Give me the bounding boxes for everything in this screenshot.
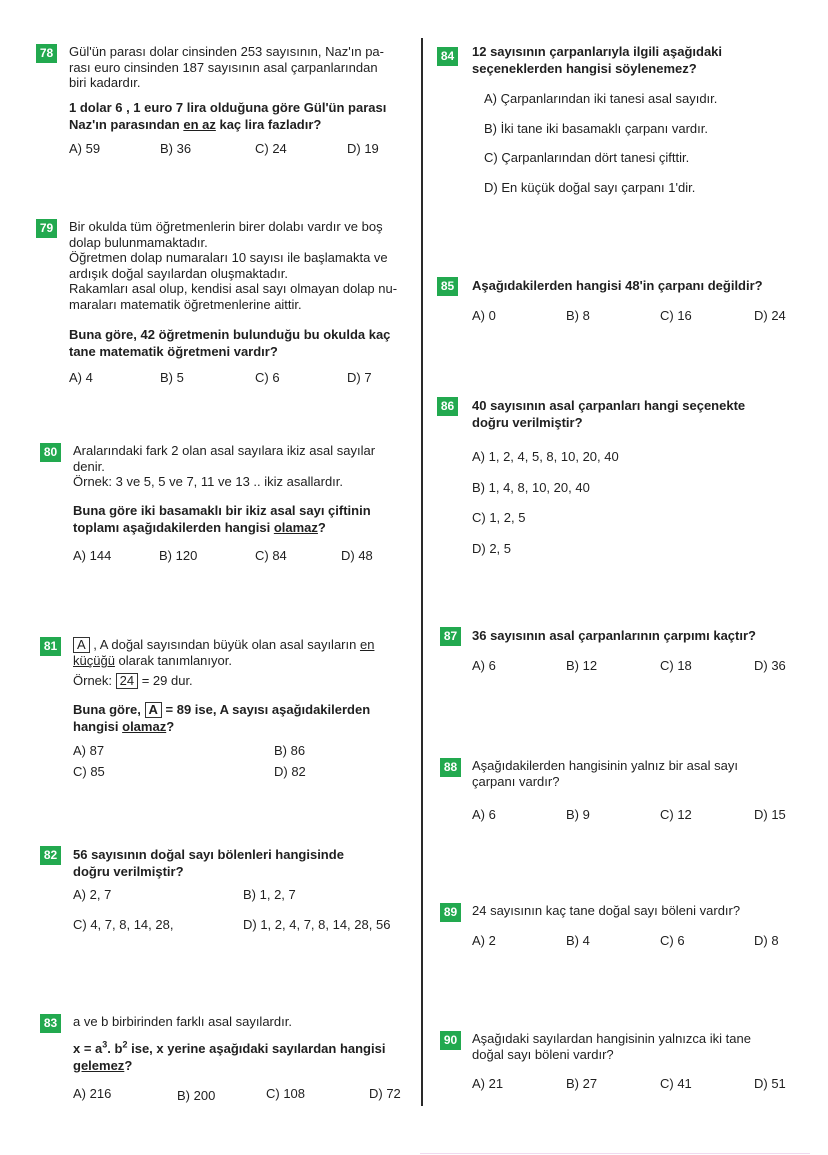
- option-a[interactable]: A) 21: [472, 1076, 504, 1091]
- question-stem: $x = a^3$. $b^2$ ise, x yerine aşağıdaki sayılardan hangisi gelemez?: [73, 1039, 386, 1073]
- question-text: Öğretmen dolap numaraları 10 sayısı ile başlamakta ve: [69, 250, 388, 265]
- question-number-badge: 79: [36, 219, 57, 238]
- option-c[interactable]: C) 6: [255, 370, 280, 385]
- option-c[interactable]: C) 12: [660, 807, 692, 822]
- option-b[interactable]: B) 200: [177, 1087, 216, 1103]
- question-number-badge: 81: [40, 637, 61, 656]
- answer-options: [472, 658, 807, 678]
- option-d[interactable]: D) 8: [754, 932, 779, 948]
- option-d[interactable]: D) 51: [754, 1076, 786, 1091]
- question-body: [472, 277, 807, 328]
- question-text: Örnek: 24 = 29 dur.: [73, 672, 193, 688]
- question-number-badge: 90: [440, 1031, 461, 1050]
- option-d[interactable]: D) 15: [754, 807, 786, 822]
- option-c[interactable]: C) 85: [73, 763, 105, 779]
- option-c[interactable]: C) 4, 7, 8, 14, 28,: [73, 917, 174, 932]
- option-d[interactable]: D) 2, 5: [472, 540, 512, 556]
- question-text: Aşağıdakilerden hangisinin yalnız bir asal sayı: [472, 758, 738, 773]
- answer-options: [472, 1076, 807, 1096]
- option-c[interactable]: C) 84: [255, 547, 287, 563]
- answer-options: [69, 370, 404, 390]
- option-a[interactable]: A) 0: [472, 308, 496, 323]
- option-d[interactable]: D) 36: [754, 658, 786, 673]
- question-body: [73, 846, 408, 937]
- option-a[interactable]: A) 216: [73, 1085, 112, 1101]
- question-body: [69, 219, 404, 390]
- answer-options: [472, 91, 807, 195]
- answer-options: [73, 1086, 408, 1106]
- question-number-badge: 83: [40, 1014, 61, 1033]
- question-number-badge: 82: [40, 846, 61, 865]
- option-a[interactable]: A) 59: [69, 140, 101, 156]
- question-number-badge: 89: [440, 903, 461, 922]
- option-a[interactable]: A) 4: [69, 370, 93, 385]
- option-a[interactable]: A) 2: [472, 932, 496, 948]
- option-b[interactable]: B) 5: [160, 370, 184, 385]
- answer-options: [73, 743, 408, 785]
- question-text: Aşağıdaki sayılardan hangisinin yalnızca iki tane: [472, 1031, 751, 1046]
- option-d[interactable]: D) 24: [754, 308, 786, 323]
- question-text: A , A doğal sayısından büyük olan asal sayıların en: [73, 637, 408, 653]
- question-body: [472, 397, 807, 570]
- question-text: rası euro cinsinden 187 sayısının asal çarpanlarından: [69, 59, 378, 75]
- question-number-badge: 86: [437, 397, 458, 416]
- question-body: [69, 44, 404, 161]
- question-stem: 1 dolar 6 , 1 euro 7 lira olduğuna göre Gül'ün parası Naz'ın parasından en az kaç lira fazladır?: [69, 99, 387, 132]
- option-b[interactable]: B) 8: [566, 308, 590, 323]
- answer-options: [472, 807, 807, 827]
- question-body: [472, 903, 807, 953]
- question-stem: Aşağıdakilerden hangisi 48'in çarpanı değildir?: [472, 278, 763, 293]
- question-text: Bir okulda tüm öğretmenlerin birer dolabı vardır ve boş: [69, 219, 383, 234]
- option-a[interactable]: A) 6: [472, 807, 496, 822]
- boxed-symbol: A: [73, 637, 90, 653]
- option-a[interactable]: A) Çarpanlarından iki tanesi asal sayıdır.: [484, 91, 718, 106]
- option-c[interactable]: C) 108: [266, 1085, 306, 1101]
- question-text: dolap bulunmamaktadır.: [69, 234, 208, 250]
- question-number-badge: 88: [440, 758, 461, 777]
- question-stem: Buna göre, 42 öğretmenin bulunduğu bu okulda kaç tane matematik öğretmeni vardır?: [69, 327, 391, 359]
- question-text: küçüğü olarak tanımlanıyor.: [73, 653, 232, 668]
- option-c[interactable]: C) 16: [660, 308, 692, 323]
- question-stem: 56 sayısının doğal sayı bölenleri hangisinde doğru verilmiştir?: [73, 847, 344, 879]
- question-body: [472, 758, 807, 827]
- option-c[interactable]: C) 24: [255, 140, 287, 156]
- question-body: [472, 1031, 807, 1096]
- answer-options: [472, 933, 807, 953]
- boxed-symbol: A: [145, 702, 162, 718]
- question-number-badge: 78: [36, 44, 57, 63]
- option-c[interactable]: C) 41: [660, 1076, 692, 1091]
- column-divider: [421, 38, 423, 1106]
- answer-options: [73, 887, 408, 937]
- question-text: Aralarındaki fark 2 olan asal sayılara ikiz asal sayılar: [73, 443, 376, 458]
- option-b[interactable]: B) 36: [160, 140, 192, 156]
- option-b[interactable]: B) 86: [274, 742, 306, 758]
- option-b[interactable]: B) 27: [566, 1076, 598, 1091]
- question-number-badge: 84: [437, 47, 458, 66]
- option-d[interactable]: D) 7: [347, 370, 372, 385]
- question-text: çarpanı vardır?: [472, 773, 560, 789]
- question-stem: Buna göre iki basamaklı bir ikiz asal sayı çiftinin toplamı aşağıdakilerden hangisi olamaz?: [73, 502, 371, 535]
- option-a[interactable]: A) 6: [472, 658, 496, 673]
- answer-options: [472, 308, 807, 328]
- option-c[interactable]: C) 1, 2, 5: [472, 510, 526, 525]
- option-b[interactable]: B) 4: [566, 932, 590, 948]
- question-text: Gül'ün parası dolar cinsinden 253 sayısının, Naz'ın pa-: [69, 44, 384, 59]
- option-b[interactable]: B) 12: [566, 658, 598, 673]
- question-number-badge: 87: [440, 627, 461, 646]
- question-number-badge: 85: [437, 277, 458, 296]
- option-d[interactable]: D) 82: [274, 763, 306, 779]
- option-a[interactable]: A) 1, 2, 4, 5, 8, 10, 20, 40: [472, 449, 619, 464]
- option-a[interactable]: A) 87: [73, 742, 105, 758]
- option-b[interactable]: B) 1, 4, 8, 10, 20, 40: [472, 479, 590, 495]
- question-body: [472, 43, 807, 209]
- question-text: maraları matematik öğretmenlerine aittir.: [69, 296, 302, 312]
- option-a[interactable]: A) 144: [73, 547, 112, 563]
- question-stem: Buna göre, A = 89 ise, A sayısı aşağıdakilerden hangisi olamaz?: [73, 701, 371, 734]
- question-text: 24 sayısının kaç tane doğal sayı böleni vardır?: [472, 903, 741, 918]
- option-b[interactable]: B) İki tane iki basamaklı çarpanı vardır.: [484, 120, 708, 136]
- option-d[interactable]: D) En küçük doğal sayı çarpanı 1'dir.: [484, 179, 696, 195]
- option-c[interactable]: C) 6: [660, 932, 685, 948]
- question-number-badge: 80: [40, 443, 61, 462]
- option-b[interactable]: B) 1, 2, 7: [243, 887, 296, 902]
- option-d[interactable]: D) 48: [341, 547, 373, 563]
- option-d[interactable]: D) 1, 2, 4, 7, 8, 14, 28, 56: [243, 917, 391, 932]
- question-stem: 12 sayısının çarpanlarıyla ilgili aşağıdaki seçeneklerden hangisi söylenemez?: [472, 44, 723, 76]
- option-d[interactable]: D) 72: [369, 1085, 401, 1101]
- question-text: doğal sayı böleni vardır?: [472, 1046, 614, 1062]
- option-c[interactable]: C) Çarpanlarından dört tanesi çifttir.: [484, 150, 690, 165]
- question-stem: 40 sayısının asal çarpanları hangi seçenekte doğru verilmiştir?: [472, 398, 746, 430]
- question-text: Örnek: 3 ve 5, 5 ve 7, 11 ve 13 .. ikiz asallardır.: [73, 474, 344, 489]
- answer-options: [69, 141, 404, 161]
- question-text: ardışık doğal sayılardan oluşmaktadır.: [69, 265, 288, 281]
- option-a[interactable]: A) 2, 7: [73, 887, 112, 902]
- question-text: biri kadardır.: [69, 75, 141, 90]
- answer-options: [472, 449, 807, 556]
- option-b[interactable]: B) 120: [159, 547, 198, 563]
- option-b[interactable]: B) 9: [566, 807, 590, 822]
- question-body: [73, 637, 408, 785]
- question-body: [472, 627, 807, 678]
- boxed-symbol: 24: [116, 673, 138, 689]
- question-body: [73, 1014, 408, 1106]
- question-body: [73, 443, 408, 568]
- bottom-rule: [420, 1153, 810, 1154]
- option-d[interactable]: D) 19: [347, 140, 379, 156]
- question-text: Rakamları asal olup, kendisi asal sayı olmayan dolap nu-: [69, 281, 398, 296]
- question-text: a ve b birbirinden farklı asal sayılardır.: [73, 1014, 292, 1029]
- question-text: denir.: [73, 458, 105, 474]
- answer-options: [73, 548, 408, 568]
- question-stem: 36 sayısının asal çarpanlarının çarpımı kaçtır?: [472, 628, 756, 643]
- option-c[interactable]: C) 18: [660, 658, 692, 673]
